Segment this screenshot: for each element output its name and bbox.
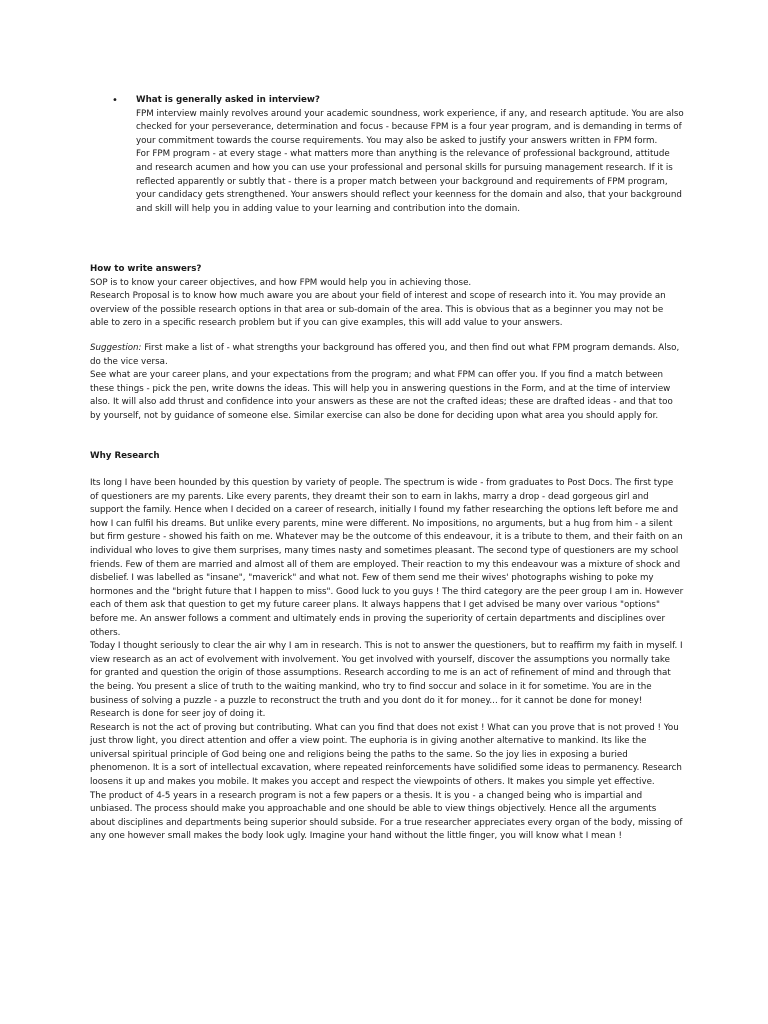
sop-paragraph: SOP is to know your career objectives, and how FPM would help you in achieving those. [90, 277, 472, 288]
why-research-heading-block [90, 450, 684, 464]
why-research-paragraph-2: Today I thought seriously to clear the air why I am in research. This is not to answer the questioners, but to reaffirm my faith in myself. I view research as an act of evolvement with involvement. You get involved with yourself, discover the assumptions you normally take for granted and question the origin of those assumptions. Research according to me is an act of refinement of mind and through that the being. You present a slice of truth to the waiting mankind, who try to find soccur and solace in it for sometime. You are in the business of solving a puzzle - a puzzle to reconstruct the truth and you dont do it for money... for it cannot be done for money! Research is done for seer joy of doing it. [90, 641, 683, 720]
interview-bullet [112, 94, 684, 216]
interview-heading: What is generally asked in interview? [136, 95, 320, 105]
why-research-paragraph-4: The product of 4-5 years in a research program is not a few papers or a thesis. It is you - a changed being who is impartial and unbiased. The process should make you approachable and one should be able to view things objectively. Hence all the arguments about disciplines and departments being superior should subside. For a true researcher appreciates every organ of the body, missing of any one however small makes the body look ugly. Imagine your hand without the little finger, you will know what I mean ! [90, 790, 683, 842]
suggestion-label: Suggestion: [90, 343, 142, 353]
why-research-paragraph-3: Research is not the act of proving but contributing. What can you find that does not exist ! What can you prove that is not proved ! You just throw light, you direct attention and offer a view point. The euphoria is in giving another alternative to mankind. Its like the universal spiritual principle of God being one and religions being the paths to the same. So the joy lies in exposing a buried phenomenon. It is a sort of intellectual excavation, where repeated reinforcements have solidified some ideas to permanency. Research loosens it up and makes you mobile. It makes you accept and respect the viewpoints of others. It makes you simple yet effective. [90, 722, 682, 788]
how-to-write-heading: How to write answers? [90, 264, 202, 274]
research-proposal-paragraph: Research Proposal is to know how much aware you are about your field of interest and scope of research into it. You may provide an overview of the possible research options in that area or sub-domain of the area. This is obvious that as a beginner you may not be able to zero in a specific research problem but if you can give examples, this will add value to your answers. [90, 291, 666, 329]
bullet-content [136, 94, 684, 216]
why-research-body [90, 477, 684, 844]
why-research-heading: Why Research [90, 451, 160, 461]
suggestion-paragraph-1 [90, 342, 684, 369]
interview-paragraph-1: FPM interview mainly revolves around your academic soundness, work experience, if any, and research aptitude. You are also checked for your perseverance, determination and focus - because FPM is a four year program, and is demanding in terms of your commitment towards the course requirements. You may also be asked to justify your answers written in FPM form. [136, 108, 684, 146]
how-to-write-section [90, 263, 684, 331]
suggestion-paragraph-2: See what are your career plans, and your expectations from the program; and what FPM can offer you. If you find a match between these things - pick the pen, write downs the ideas. This will help you in answering questions in the Form, and at the time of interview also. It will also add thrust and confidence into your answers as these are not the crafted ideas; these are drafted ideas - and that too by yourself, not by guidance of someone else. Similar exercise can also be done for deciding upon what area you should apply for. [90, 370, 673, 421]
interview-paragraph-2: For FPM program - at every stage - what matters more than anything is the relevance of professional background, attitude and research acumen and how you can use your professional and personal skills for pursuing management research. If it is reflected apparently or subtly that - there is a proper match between your background and requirements of FPM program, your candidacy gets strengthened. Your answers should reflect your keenness for the domain and also, that your background and skill will help you in adding value to your learning and contribution into the domain. [136, 149, 682, 214]
suggestion-section [90, 342, 684, 424]
suggestion-text-1: First make a list of - what strengths your background has offered you, and then find out what FPM program demands. Also, do the vice versa. [90, 343, 680, 367]
bullet-icon: • [112, 95, 118, 106]
why-research-paragraph-1: Its long I have been hounded by this question by variety of people. The spectrum is wide - from graduates to Post Docs. The first type of questioners are my parents. Like every parents, they dreamt their son to earn in lakhs, marry a drop - dead gorgeous girl and support the family. Hence when I decided on a career of research, initially I found my father researching the options left before me and how I can fulfil his dreams. But unlike every parents, mine were different. No impositions, no arguments, but a hug from him - a silent but firm gesture - showed his faith on me. Whatever may be the outcome of this endeavour, it is a tribute to them, and their faith on an individual who loves to give them surprises, many times nasty and sometimes pleasant. The second type of questioners are my school friends. Few of them are married and almost all of them are employed. Their reaction to my this endeavour was a mixture of shock and disbelief. I was labelled as "insane", "maverick" and what not. Few of them send me their wives' photographs wishing to poke my hormones and the "bright future that I happen to miss". Good luck to you guys ! The third category are the peer group I am in. However each of them ask that question to get my future career plans. It always happens that I get advised be many over various "options" before me. An answer follows a comment and ultimately ends in proving the superiority of certain departments and disciplines over others. [90, 478, 684, 638]
